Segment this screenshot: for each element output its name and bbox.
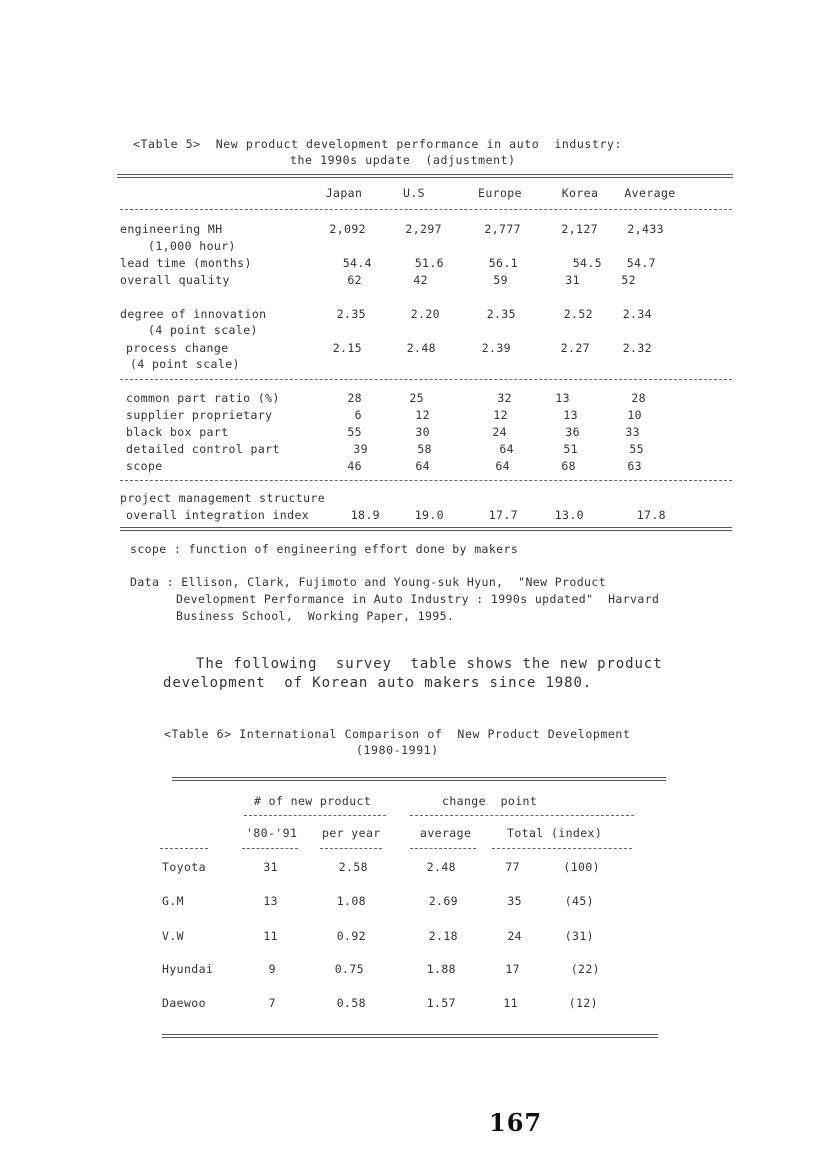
cell: 2.18: [428, 929, 458, 943]
cell: (100): [563, 860, 600, 874]
cell: 9: [268, 962, 276, 976]
cell: 2.35: [336, 307, 366, 321]
table5-section-rule: [120, 379, 732, 380]
table6-header-rule: [410, 848, 476, 849]
cell: 56.1: [488, 256, 518, 270]
cell: (12): [568, 996, 598, 1010]
cell: 32: [497, 391, 512, 405]
table6-caption-line2: (1980-1991): [356, 743, 439, 757]
cell: 64: [495, 459, 510, 473]
row-label-process-change: process change: [126, 341, 229, 355]
cell: 30: [415, 425, 430, 439]
cell: 0.92: [336, 929, 366, 943]
row-label-supplier-proprietary: supplier proprietary: [126, 408, 273, 422]
row-label-overall-quality: overall quality: [120, 273, 230, 287]
cell: 55: [347, 425, 362, 439]
table6-header-rule: [160, 848, 208, 849]
row-label-engineering-mh: engineering MH: [120, 222, 223, 236]
table6-header-rule: [242, 848, 298, 849]
table5-section-rule: [120, 480, 732, 481]
cell: 64: [415, 459, 430, 473]
page-number: 167: [489, 1108, 543, 1137]
cell: 62: [347, 273, 362, 287]
table6-row-name: V.W: [162, 929, 184, 943]
cell: 2,777: [484, 222, 521, 236]
cell: 42: [413, 273, 428, 287]
cell: 51.6: [414, 256, 444, 270]
row-label-unit: (1,000 hour): [148, 239, 236, 253]
table5-bottom-rule: [120, 527, 732, 531]
cell: 2.39: [481, 341, 511, 355]
table5-caption-line1: <Table 5> New product development performance in auto industry:: [133, 137, 623, 151]
cell: 17.7: [488, 508, 518, 522]
cell: 24: [492, 425, 507, 439]
table5-col-japan: Japan: [325, 186, 363, 200]
row-label-degree-of-innovation: degree of innovation: [120, 307, 267, 321]
table6-top-rule: [172, 777, 666, 781]
row-label-black-box-part: black box part: [126, 425, 229, 439]
cell: 35: [507, 894, 522, 908]
cell: 58: [417, 442, 432, 456]
row-label-lead-time: lead time (months): [120, 256, 252, 270]
cell: 52: [621, 273, 636, 287]
cell: 51: [563, 442, 578, 456]
cell: 39: [353, 442, 368, 456]
row-group-heading-project-management: project management structure: [120, 491, 326, 505]
table5-col-average: Average: [624, 186, 676, 200]
cell: 1.57: [426, 996, 456, 1010]
row-label-scale: (4 point scale): [130, 357, 240, 371]
cell: 13: [563, 408, 578, 422]
paragraph-line1: The following survey table shows the new product: [196, 656, 663, 672]
cell: 2.58: [338, 860, 368, 874]
cell: 2,127: [561, 222, 598, 236]
cell: 54.4: [342, 256, 372, 270]
table6-subheader-average: average: [420, 826, 472, 840]
cell: 77: [505, 860, 520, 874]
cell: 2.35: [486, 307, 516, 321]
cell: 19.0: [414, 508, 444, 522]
row-label-overall-integration-index: overall integration index: [126, 508, 310, 522]
cell: 18.9: [350, 508, 380, 522]
cell: 63: [627, 459, 642, 473]
table6-group-rule: [410, 815, 634, 816]
cell: 12: [493, 408, 508, 422]
cell: 11: [503, 996, 518, 1010]
table5-caption-line2: the 1990s update (adjustment): [290, 153, 516, 167]
cell: 46: [347, 459, 362, 473]
cell: 7: [268, 996, 276, 1010]
cell: 6: [354, 408, 362, 422]
cell: 31: [263, 860, 278, 874]
cell: 2.48: [406, 341, 436, 355]
table5-top-rule: [117, 174, 733, 178]
table5-header-rule: [120, 209, 732, 210]
cell: 2.32: [622, 341, 652, 355]
cell: 2,297: [405, 222, 442, 236]
cell: 31: [565, 273, 580, 287]
cell: 13.0: [554, 508, 584, 522]
cell: 2.27: [560, 341, 590, 355]
cell: 54.5: [572, 256, 602, 270]
table6-row-name: Hyundai: [162, 962, 214, 976]
table6-caption-line1: <Table 6> International Comparison of New Product Development: [164, 727, 631, 741]
table6-row-name: Daewoo: [162, 996, 206, 1010]
cell: 68: [561, 459, 576, 473]
cell: 0.75: [334, 962, 364, 976]
table6-subheader-total-index: Total (index): [507, 826, 603, 840]
table5-source-line1: Data : Ellison, Clark, Fujimoto and Young-suk Hyun, "New Product: [130, 575, 607, 589]
table6-group-rule: [244, 815, 386, 816]
cell: 13: [555, 391, 570, 405]
cell: 2.52: [563, 307, 593, 321]
table6-header-rule: [320, 848, 382, 849]
table5-note: scope : function of engineering effort done by makers: [130, 542, 519, 556]
table5-col-korea: Korea: [561, 186, 599, 200]
table6-bottom-rule: [162, 1034, 658, 1038]
cell: 13: [263, 894, 278, 908]
paragraph-line2: development of Korean auto makers since 1980.: [163, 675, 593, 691]
table5-col-europe: Europe: [478, 186, 522, 200]
cell: 2.34: [622, 307, 652, 321]
row-label-scale: (4 point scale): [148, 323, 258, 337]
cell: (45): [564, 894, 594, 908]
cell: 55: [629, 442, 644, 456]
cell: 10: [627, 408, 642, 422]
cell: 24: [507, 929, 522, 943]
row-label-common-part-ratio: common part ratio (%): [126, 391, 280, 405]
cell: 28: [347, 391, 362, 405]
table6-header-rule: [492, 848, 632, 849]
cell: 0.58: [336, 996, 366, 1010]
table5-source-line3: Business School, Working Paper, 1995.: [176, 609, 455, 623]
table5-source-line2: Development Performance in Auto Industry : 1990s updated" Harvard: [176, 592, 660, 606]
cell: 2,433: [627, 222, 664, 236]
cell: 2.48: [426, 860, 456, 874]
table6-row-name: Toyota: [162, 860, 206, 874]
table5-col-us: U.S: [403, 186, 425, 200]
row-label-scope: scope: [126, 459, 163, 473]
table6-subheader-period: '80-'91: [246, 826, 298, 840]
table6-header-change-point: change point: [442, 794, 538, 808]
cell: (22): [570, 962, 600, 976]
table6-subheader-per-year: per year: [322, 826, 381, 840]
table6-header-new-product: # of new product: [254, 794, 372, 808]
cell: 28: [631, 391, 646, 405]
cell: 1.08: [336, 894, 366, 908]
cell: 11: [263, 929, 278, 943]
cell: 17: [505, 962, 520, 976]
cell: 2,092: [329, 222, 366, 236]
row-label-detailed-control-part: detailed control part: [126, 442, 280, 456]
cell: 59: [493, 273, 508, 287]
cell: 12: [415, 408, 430, 422]
cell: 2.20: [410, 307, 440, 321]
cell: 64: [499, 442, 514, 456]
cell: 17.8: [636, 508, 666, 522]
table6-row-name: G.M: [162, 894, 184, 908]
cell: 2.15: [332, 341, 362, 355]
cell: 1.88: [426, 962, 456, 976]
cell: 33: [625, 425, 640, 439]
cell: 36: [565, 425, 580, 439]
cell: 2.69: [428, 894, 458, 908]
cell: 54.7: [626, 256, 656, 270]
cell: (31): [564, 929, 594, 943]
cell: 25: [409, 391, 424, 405]
